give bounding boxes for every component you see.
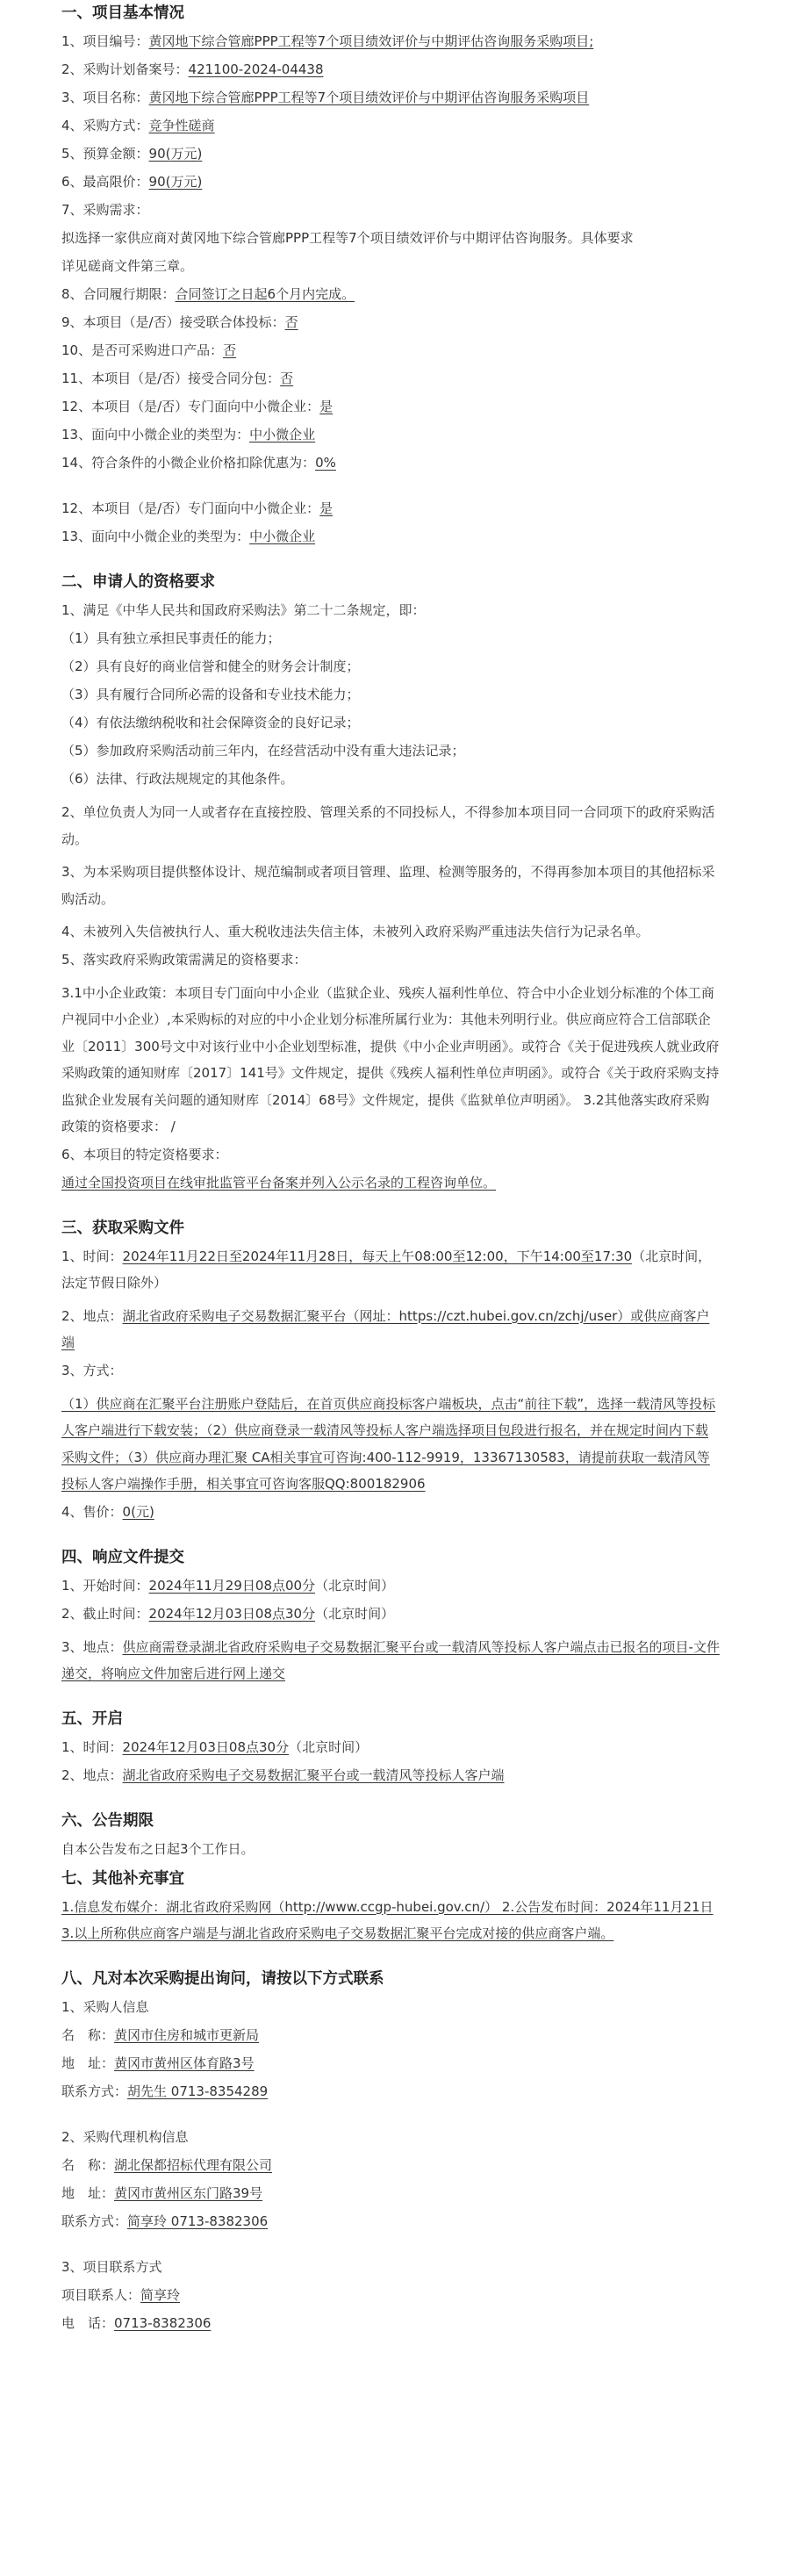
section-3-title: 三、获取采购文件 <box>61 1219 184 1237</box>
document-price: 4、售价：0(元) <box>61 1503 154 1520</box>
qualification-condition: （2）具有良好的商业信誉和健全的财务会计制度； <box>61 658 360 674</box>
section-4-title: 四、响应文件提交 <box>61 1548 184 1566</box>
purchaser-address: 地 址：黄冈市黄州区体育路3号 <box>61 2054 255 2071</box>
consortium-bid: 9、本项目（是/否）接受联合体投标：否 <box>61 314 298 330</box>
qualification-para-2: 2、单位负责人为同一人或者存在直接控股、管理关系的不同投标人，不得参加本项目同一合同项下的政府采购活动。 <box>61 804 715 847</box>
agency-contact: 联系方式：简享玲 0713-8382306 <box>61 2213 269 2229</box>
special-qualification-value: 通过全国投资项目在线审批监管平台备案并列入公示名录的工程咨询单位。 <box>61 1174 497 1191</box>
max-price: 6、最高限价：90(万元) <box>61 174 203 190</box>
purchaser-contact: 联系方式：胡先生 0713-8354289 <box>61 2083 269 2099</box>
procurement-demand-line1: 拟选择一家供应商对黄冈地下综合管廊PPP工程等7个项目绩效评价与中期评估咨询服务。具体要求 <box>61 230 634 246</box>
procurement-demand-line2: 详见磋商文件第三章。 <box>61 258 194 274</box>
qualification-para-3: 3、为本采购项目提供整体设计、规范编制或者项目管理、监理、检测等服务的，不得再参加本项目的其他招标采购活动。 <box>61 864 715 907</box>
document-method-label: 3、方式： <box>61 1362 123 1378</box>
section-7-title: 七、其他补充事宜 <box>61 1869 184 1888</box>
project-contact-person: 项目联系人：简享玲 <box>61 2286 181 2303</box>
special-qualification-label: 6、本项目的特定资格要求： <box>61 1146 228 1162</box>
opening-time: 1、时间：2024年12月03日08点30分（北京时间） <box>61 1738 369 1755</box>
document-place: 2、地点：湖北省政府采购电子交易数据汇聚平台（网址：https://czt.hubei.gov.cn/zchj/user）或供应商客户端 <box>61 1307 710 1350</box>
plan-record-number: 2、采购计划备案号：421100-2024-04438 <box>61 61 324 77</box>
sme-dedicated-repeat: 12、本项目（是/否）专门面向中小微企业：是 <box>61 500 334 516</box>
section-6-title: 六、公告期限 <box>61 1811 154 1830</box>
purchaser-heading: 1、采购人信息 <box>61 1998 149 2015</box>
qualification-condition: （5）参加政府采购活动前三年内，在经营活动中没有重大违法记录； <box>61 743 465 759</box>
sme-type-repeat: 13、面向中小微企业的类型为：中小微企业 <box>61 529 316 544</box>
agency-heading: 2、采购代理机构信息 <box>61 2128 189 2145</box>
sme-policy-para: 3.1中小企业政策：本项目专门面向中小企业（监狱企业、残疾人福利性单位、符合中小企业划分标准的个体工商户视同中小企业）,本采购标的对应的中小企业划分标准所属行业为：其他未列明行业。供应商应符合工信部联企业〔2011〕300号文中对该行业中小企业划型标准，提供《中小企业声明函》。或符合《关于促进残疾人就业政府采购政策的通知财库〔2017〕141号》文件规定，提供《残疾人福利性单位声明函》。或符合《关于政府采购支持监狱企业发展有关问题的通知财库〔2014〕68号》文件规定，提供《监狱单位声明函》。 3.2其他落实政府采购政策的资格要求： / <box>61 984 720 1134</box>
import-products: 10、是否可采购进口产品：否 <box>61 342 237 358</box>
contract-subcontract: 11、本项目（是/否）接受合同分包：否 <box>61 371 294 386</box>
procurement-method: 4、采购方式：竞争性磋商 <box>61 118 215 133</box>
qualification-condition: （1）具有独立承担民事责任的能力； <box>61 630 281 646</box>
section-5-title: 五、开启 <box>61 1709 123 1728</box>
other-matters: 1.信息发布媒介：湖北省政府采购网（http://www.ccgp-hubei.gov.cn/） 2.公告发布时间：2024年11月21日 3.以上所称供应商客户端是与湖北省政府采购电子交易数据汇聚平台完成对接的供应商客户端。 <box>61 1898 714 1941</box>
sme-type: 13、面向中小微企业的类型为：中小微企业 <box>61 427 316 443</box>
qualification-intro: 1、满足《中华人民共和国政府采购法》第二十二条规定，即： <box>61 602 426 618</box>
sme-dedicated: 12、本项目（是/否）专门面向中小微企业：是 <box>61 399 334 414</box>
procurement-demand-label: 7、采购需求： <box>61 202 149 218</box>
qualification-condition: （6）法律、行政法规规定的其他条件。 <box>61 771 294 787</box>
project-contact-heading: 3、项目联系方式 <box>61 2258 162 2275</box>
project-number: 1、项目编号：黄冈地下综合管廊PPP工程等7个项目绩效评价与中期评估咨询服务采购项目; <box>61 33 594 49</box>
contract-period: 8、合同履行期限：合同签订之日起6个月内完成。 <box>61 286 355 302</box>
notice-period: 自本公告发布之日起3个工作日。 <box>61 1840 255 1857</box>
submission-deadline: 2、截止时间：2024年12月03日08点30分（北京时间） <box>61 1605 395 1622</box>
document-method: （1）供应商在汇聚平台注册账户登陆后，在首页供应商投标客户端板块，点击“前往下载”，选择一载清风等投标人客户端进行下载安装；（2）供应商登录一载清风等投标人客户端选择项目包段进行报名，并在规定时间内下载采购文件；（3）供应商办理汇聚 CA相关事宜可咨询:400-112-9919，13367130583，请提前获取一载清风等投标人客户端操作手册，相关事宜可咨询客服QQ:800182906 <box>61 1395 716 1492</box>
agency-address: 地 址：黄冈市黄州区东门路39号 <box>61 2184 263 2201</box>
qualification-para-5: 5、落实政府采购政策需满足的资格要求： <box>61 951 307 968</box>
sme-price-deduction: 14、符合条件的小微企业价格扣除优惠为：0% <box>61 455 336 471</box>
budget-amount: 5、预算金额：90(万元) <box>61 146 203 162</box>
section-1-title: 一、项目基本情况 <box>61 4 184 22</box>
purchaser-name: 名 称：黄冈市住房和城市更新局 <box>61 2026 260 2043</box>
qualification-condition: （3）具有履行合同所必需的设备和专业技术能力； <box>61 687 360 702</box>
document-time: 1、时间：2024年11月22日至2024年11月28日，每天上午08:00至12:00，下午14:00至17:30（北京时间，法定节假日除外） <box>61 1248 712 1291</box>
submission-start: 1、开始时间：2024年11月29日08点00分（北京时间） <box>61 1577 395 1594</box>
qualification-condition: （4）有依法缴纳税收和社会保障资金的良好记录； <box>61 715 360 730</box>
section-2-title: 二、申请人的资格要求 <box>61 573 215 591</box>
section-8-title: 八、凡对本次采购提出询问，请按以下方式联系 <box>61 1969 384 1988</box>
opening-place: 2、地点：湖北省政府采购电子交易数据汇聚平台或一载清风等投标人客户端 <box>61 1767 505 1783</box>
agency-name: 名 称：湖北保都招标代理有限公司 <box>61 2156 273 2173</box>
submission-place: 3、地点：供应商需登录湖北省政府采购电子交易数据汇聚平台或一载清风等投标人客户端点击已报名的项目-文件递交，将响应文件加密后进行网上递交 <box>61 1638 720 1681</box>
project-name: 3、项目名称：黄冈地下综合管廊PPP工程等7个项目绩效评价与中期评估咨询服务采购项目 <box>61 90 590 105</box>
project-contact-phone: 电 话：0713-8382306 <box>61 2314 212 2331</box>
qualification-para-4: 4、未被列入失信被执行人、重大税收违法失信主体，未被列入政府采购严重违法失信行为记录名单。 <box>61 924 649 939</box>
